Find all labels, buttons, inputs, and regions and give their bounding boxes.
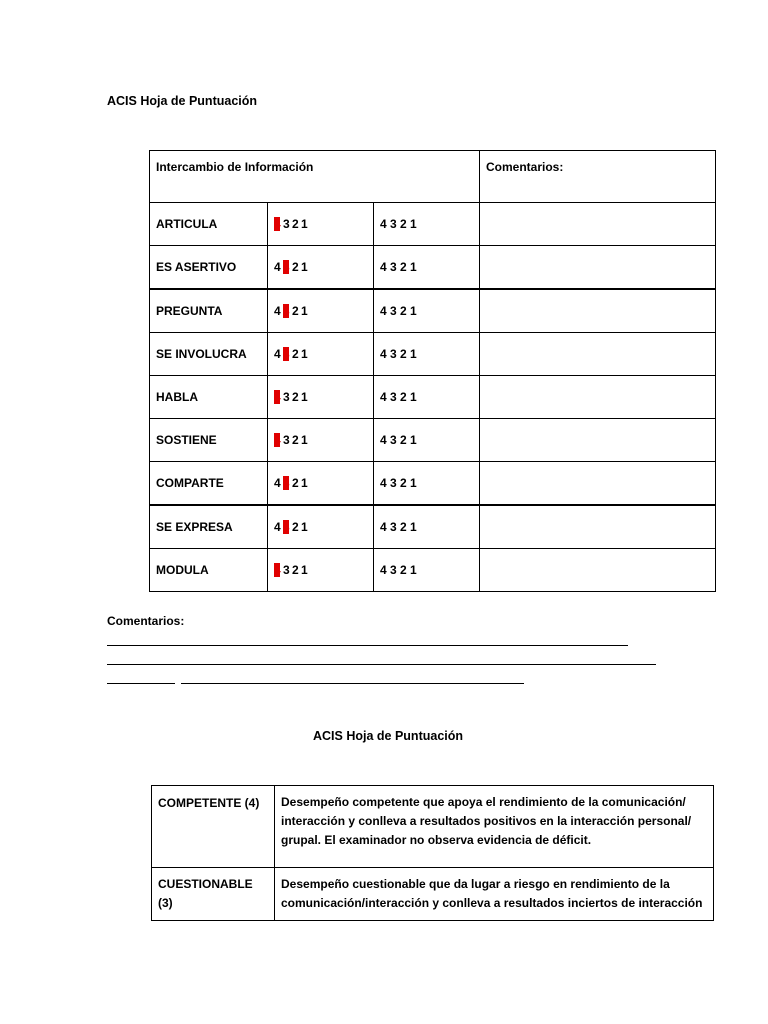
score-scale-2[interactable]: 4 3 2 1 (374, 419, 480, 462)
score-digit[interactable]: 4 (274, 520, 281, 534)
score-scale-1[interactable] (268, 419, 374, 462)
score-digit[interactable]: 3 (283, 217, 290, 231)
table-row (150, 462, 716, 506)
score-digit[interactable]: 1 (301, 217, 308, 231)
score-digit[interactable]: 1 (301, 563, 308, 577)
table-row (150, 203, 716, 246)
score-digit[interactable]: 4 (274, 347, 281, 361)
comment-cell[interactable] (480, 203, 716, 246)
item-label: MODULA (150, 549, 268, 592)
section-title: ACIS Hoja de Puntuación (313, 729, 464, 743)
comments-label: Comentarios: (107, 614, 185, 628)
score-digit[interactable]: 2 (292, 260, 299, 274)
item-label: PREGUNTA (150, 289, 268, 333)
score-digit[interactable]: 4 (274, 476, 281, 490)
score-digit[interactable]: 1 (301, 433, 308, 447)
item-label: ES ASERTIVO (150, 246, 268, 290)
score-digit[interactable]: 2 (292, 347, 299, 361)
table-row (150, 549, 716, 592)
comment-cell[interactable] (480, 419, 716, 462)
score-digit[interactable]: 1 (301, 476, 308, 490)
score-scale-1[interactable] (268, 289, 374, 333)
comments-section (107, 614, 667, 628)
score-scale-2[interactable]: 4 3 2 1 (374, 333, 480, 376)
comment-cell[interactable] (480, 549, 716, 592)
table-row (150, 419, 716, 462)
score-digit[interactable]: 1 (301, 304, 308, 318)
score-scale-2[interactable]: 4 3 2 1 (374, 246, 480, 290)
score-digit[interactable]: 3 (283, 390, 290, 404)
score-digit[interactable]: 4 (274, 217, 281, 231)
item-label: HABLA (150, 376, 268, 419)
score-digit[interactable]: 3 (283, 433, 290, 447)
score-scale-2[interactable]: 4 3 2 1 (374, 376, 480, 419)
score-scale-1[interactable] (268, 376, 374, 419)
score-digit[interactable]: 3 (283, 563, 290, 577)
level-label: COMPETENTE (4) (152, 786, 275, 868)
score-digit[interactable]: 1 (301, 520, 308, 534)
comment-line[interactable] (181, 683, 524, 684)
comment-line[interactable] (107, 683, 175, 684)
score-scale-1[interactable] (268, 505, 374, 549)
comment-cell[interactable] (480, 246, 716, 290)
score-scale-1[interactable] (268, 462, 374, 506)
level-description: Desempeño cuestionable que da lugar a riesgo en rendimiento de la comunicación/interacción y conlleva a resultados inciertos de interacción (275, 868, 714, 921)
score-digit[interactable]: 2 (292, 304, 299, 318)
score-scale-1[interactable] (268, 203, 374, 246)
score-scale-2[interactable]: 4 3 2 1 (374, 549, 480, 592)
score-digit[interactable]: 1 (301, 260, 308, 274)
score-scale-2[interactable]: 4 3 2 1 (374, 505, 480, 549)
item-label: SOSTIENE (150, 419, 268, 462)
comment-cell[interactable] (480, 376, 716, 419)
score-scale-2[interactable]: 4 3 2 1 (374, 462, 480, 506)
score-digit[interactable]: 4 (274, 390, 281, 404)
score-digit[interactable]: 2 (292, 433, 299, 447)
comment-cell[interactable] (480, 333, 716, 376)
score-digit[interactable]: 1 (301, 347, 308, 361)
table-row (150, 333, 716, 376)
table-row (150, 246, 716, 290)
level-description: Desempeño competente que apoya el rendimiento de la comunicación/ interacción y conlleva a resultados positivos en la interacción personal/ grupal. El examinador no observa evidencia de déficit. (275, 786, 714, 868)
item-label: ARTICULA (150, 203, 268, 246)
comment-cell[interactable] (480, 289, 716, 333)
level-label: CUESTIONABLE (3) (152, 868, 275, 921)
table-row (150, 289, 716, 333)
score-digit[interactable]: 2 (292, 476, 299, 490)
table-header-row (150, 151, 716, 203)
table-row (150, 376, 716, 419)
comments-header: Comentarios: (480, 151, 716, 203)
score-scale-1[interactable] (268, 549, 374, 592)
score-digit[interactable]: 3 (283, 520, 290, 534)
score-digit[interactable]: 2 (292, 217, 299, 231)
table-row (150, 505, 716, 549)
score-digit[interactable]: 3 (283, 260, 290, 274)
score-scale-1[interactable] (268, 333, 374, 376)
table-row (152, 786, 714, 868)
levels-table (151, 785, 714, 921)
table-row (152, 868, 714, 921)
item-label: SE EXPRESA (150, 505, 268, 549)
score-digit[interactable]: 3 (283, 304, 290, 318)
page-title: ACIS Hoja de Puntuación (107, 94, 258, 108)
score-digit[interactable]: 1 (301, 390, 308, 404)
score-digit[interactable]: 4 (274, 563, 281, 577)
score-digit[interactable]: 4 (274, 433, 281, 447)
comment-line[interactable] (107, 645, 628, 646)
score-digit[interactable]: 4 (274, 304, 281, 318)
score-digit[interactable]: 3 (283, 476, 290, 490)
item-label: COMPARTE (150, 462, 268, 506)
score-digit[interactable]: 4 (274, 260, 281, 274)
score-scale-2[interactable]: 4 3 2 1 (374, 203, 480, 246)
score-table (149, 150, 716, 592)
comment-cell[interactable] (480, 505, 716, 549)
comment-cell[interactable] (480, 462, 716, 506)
score-digit[interactable]: 2 (292, 520, 299, 534)
score-digit[interactable]: 2 (292, 563, 299, 577)
section-header: Intercambio de Información (150, 151, 480, 203)
score-digit[interactable]: 2 (292, 390, 299, 404)
score-scale-1[interactable] (268, 246, 374, 290)
item-label: SE INVOLUCRA (150, 333, 268, 376)
comment-line[interactable] (107, 664, 656, 665)
score-scale-2[interactable]: 4 3 2 1 (374, 289, 480, 333)
score-digit[interactable]: 3 (283, 347, 290, 361)
